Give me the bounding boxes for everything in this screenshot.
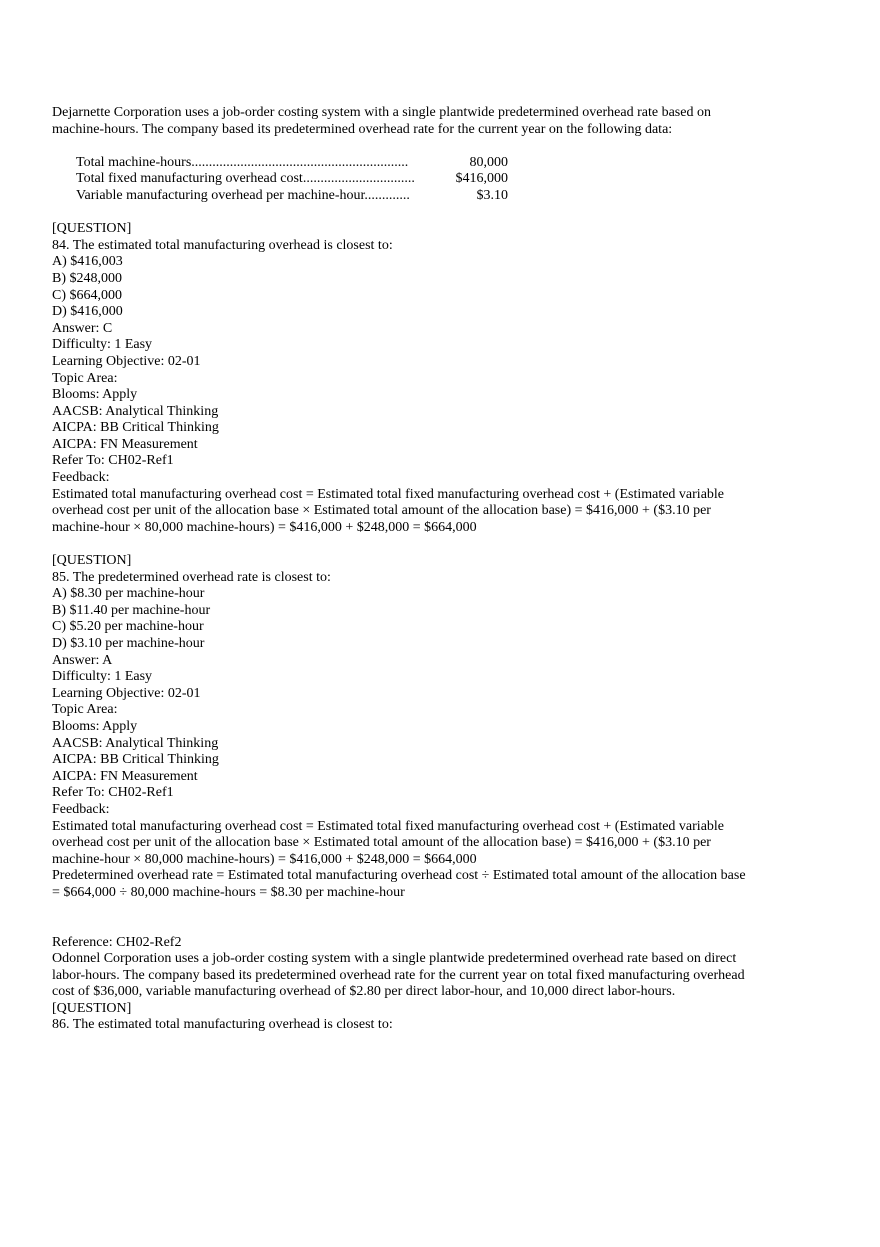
question-tag: [QUESTION] xyxy=(52,221,132,237)
data-row xyxy=(76,188,508,205)
question-84 xyxy=(52,221,752,536)
data-value: 80,000 xyxy=(469,154,508,170)
reference-paragraph: Odonnel Corporation uses a job-order costing system with a single plantwide predetermined overhead rate based on direct labor-hours. The company based its predetermined overhead rate for the current year on total fixed manufacturing overhead cost of $36,000, variable manufacturing overhead of $2.80 per direct labor-hour, and 10,000 direct labor-hours. xyxy=(52,951,745,1000)
option-b: B) $11.40 per machine-hour xyxy=(52,602,211,618)
intro-paragraph: Dejarnette Corporation uses a job-order costing system with a single plantwide predetermined overhead rate based on machine-hours. The company based its predetermined overhead rate for the current year on the following data: xyxy=(52,105,711,137)
option-b: B) $248,000 xyxy=(52,270,122,286)
learning-objective-line: Learning Objective: 02-01 xyxy=(52,685,201,701)
option-c: C) $5.20 per machine-hour xyxy=(52,619,204,635)
aacsb-line: AACSB: Analytical Thinking xyxy=(52,403,219,419)
difficulty-line: Difficulty: 1 Easy xyxy=(52,337,153,353)
topic-area-line: Topic Area: xyxy=(52,702,118,718)
question-stem: 85. The predetermined overhead rate is closest to: xyxy=(52,569,331,585)
data-value: $416,000 xyxy=(455,171,508,187)
data-label: Variable manufacturing overhead per machine-hour............. xyxy=(76,187,410,203)
document-content xyxy=(52,105,752,1034)
aacsb-line: AACSB: Analytical Thinking xyxy=(52,735,219,751)
data-row xyxy=(76,155,508,172)
feedback-text: Estimated total manufacturing overhead cost = Estimated total fixed manufacturing overhead cost + (Estimated variable overhead cost per unit of the allocation base × Estimated total amount of the allocation base) = $416,000 + ($3.10 per machine-hour × 80,000 machine-hours) = $416,000 + $248,000 = $664,000 xyxy=(52,818,725,867)
overhead-data-table xyxy=(52,155,752,205)
option-d: D) $3.10 per machine-hour xyxy=(52,636,205,651)
data-row xyxy=(76,171,508,188)
aicpa-bb-line: AICPA: BB Critical Thinking xyxy=(52,752,219,768)
question-tag: [QUESTION] xyxy=(52,553,132,569)
feedback-text: Estimated total manufacturing overhead cost = Estimated total fixed manufacturing overhead cost + (Estimated variable overhead cost per unit of the allocation base × Estimated total amount of the allocation base) = $416,000 + ($3.10 per machine-hour × 80,000 machine-hours) = $416,000 + $248,000 = $664,000 xyxy=(52,486,725,535)
feedback-label: Feedback: xyxy=(52,470,110,486)
question-stem: 86. The estimated total manufacturing overhead is closest to: xyxy=(52,1017,393,1033)
question-tag: [QUESTION] xyxy=(52,1000,132,1016)
blooms-line: Blooms: Apply xyxy=(52,387,138,403)
feedback-text-rate: Predetermined overhead rate = Estimated total manufacturing overhead cost ÷ Estimated total amount of the allocation base = $664,000 ÷ 80,000 machine-hours = $8.30 per machine-hour xyxy=(52,868,746,900)
learning-objective-line: Learning Objective: 02-01 xyxy=(52,353,201,369)
answer-line: Answer: A xyxy=(52,652,113,668)
question-85 xyxy=(52,553,752,901)
refer-to-line: Refer To: CH02-Ref1 xyxy=(52,785,174,801)
data-label: Total fixed manufacturing overhead cost................................ xyxy=(76,171,415,187)
refer-to-line: Refer To: CH02-Ref1 xyxy=(52,453,174,469)
difficulty-line: Difficulty: 1 Easy xyxy=(52,669,153,685)
question-stem: 84. The estimated total manufacturing overhead is closest to: xyxy=(52,237,393,253)
answer-line: Answer: C xyxy=(52,320,113,336)
blooms-line: Blooms: Apply xyxy=(52,718,138,734)
aicpa-fn-line: AICPA: FN Measurement xyxy=(52,436,198,452)
topic-area-line: Topic Area: xyxy=(52,370,118,386)
data-label: Total machine-hours.............................................................. xyxy=(76,154,409,170)
option-a: A) $416,003 xyxy=(52,254,123,270)
option-c: C) $664,000 xyxy=(52,287,122,303)
data-value: $3.10 xyxy=(476,187,508,203)
reference-label: Reference: CH02-Ref2 xyxy=(52,934,182,950)
reference-ch02-ref2 xyxy=(52,935,752,1035)
option-a: A) $8.30 per machine-hour xyxy=(52,586,205,602)
aicpa-bb-line: AICPA: BB Critical Thinking xyxy=(52,420,219,436)
option-d: D) $416,000 xyxy=(52,304,123,320)
aicpa-fn-line: AICPA: FN Measurement xyxy=(52,768,198,784)
feedback-label: Feedback: xyxy=(52,801,110,817)
